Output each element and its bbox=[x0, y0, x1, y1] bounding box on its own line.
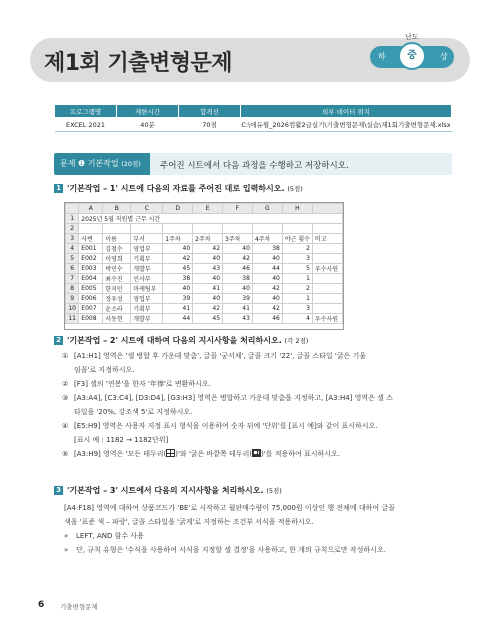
q2-item bbox=[62, 391, 454, 405]
thick-outside-border-icon bbox=[252, 449, 261, 457]
sheet-cell: 40 bbox=[193, 274, 223, 284]
sheet-cell bbox=[312, 224, 342, 234]
sheet-row bbox=[66, 274, 343, 284]
q3-points: (5점) bbox=[266, 487, 282, 495]
spreadsheet-image bbox=[64, 202, 344, 330]
q3-bullet-marker: » bbox=[64, 532, 69, 540]
sheet-cell: 42 bbox=[163, 254, 193, 264]
sheet-cell: 인사부 bbox=[131, 274, 163, 284]
sheet-column-header: F bbox=[223, 204, 253, 214]
q3-bullet-text: LEFT, AND 함수 사용 bbox=[76, 532, 144, 540]
sheet-cell: 42 bbox=[252, 304, 282, 314]
sheet-cell: E003 bbox=[79, 264, 103, 274]
info-header-location: 외부 데이터 위치 bbox=[241, 105, 452, 118]
sheet-cell: 야근 횟수 bbox=[282, 234, 312, 244]
sheet-row bbox=[66, 234, 343, 244]
sheet-cell: 40 bbox=[193, 254, 223, 264]
q2-item-text: [F3] 셀의 '연봉'을 한자 '年俸'로 변환하시오. bbox=[74, 380, 211, 388]
sheet-cell: 1주차 bbox=[163, 234, 193, 244]
sheet-cell: 우수사원 bbox=[312, 314, 342, 324]
q2-item-text: [A3:A4], [C3:C4], [D3:D4], [G3:H3] 영역은 병합하고 가운데 맞춤을 지정하고, [A3:H4] 영역은 셀 스 bbox=[74, 394, 393, 402]
q2-item bbox=[62, 377, 454, 391]
sheet-cell bbox=[312, 284, 342, 294]
sheet-cell: 김철수 bbox=[103, 244, 131, 254]
sheet-row bbox=[66, 214, 343, 224]
sheet-row-header: 2 bbox=[66, 224, 79, 234]
sheet-cell: 41 bbox=[223, 304, 253, 314]
sheet-cell: 40 bbox=[223, 244, 253, 254]
sheet-cell: 이영희 bbox=[103, 254, 131, 264]
footer-label: 기출변형문제 bbox=[60, 603, 98, 611]
sheet-cell: 3 bbox=[282, 254, 312, 264]
q2-list bbox=[62, 349, 454, 461]
sheet-cell: 2 bbox=[282, 284, 312, 294]
sheet-cell: 39 bbox=[163, 294, 193, 304]
sheet-row-header: 3 bbox=[66, 234, 79, 244]
info-pass: 70점 bbox=[179, 118, 241, 132]
sheet-cell: 42 bbox=[252, 284, 282, 294]
sheet-column-header: A bbox=[79, 204, 103, 214]
sheet-cell: E004 bbox=[79, 274, 103, 284]
q2-item-text: [A1:H1] 영역은 '셀 병합 후 가운데 맞춤', 글꼴 '궁서체', 글꼴 크기 '22', 글꼴 스타일 '굵은 기울 bbox=[74, 352, 367, 360]
sheet-cell: 38 bbox=[223, 274, 253, 284]
sheet-row-header: 7 bbox=[66, 274, 79, 284]
q3-bullet bbox=[64, 529, 456, 543]
sheet-row bbox=[66, 264, 343, 274]
sheet-cell: 사번 bbox=[79, 234, 103, 244]
sheet-cell: 44 bbox=[163, 314, 193, 324]
sheet-row-header: 8 bbox=[66, 284, 79, 294]
sheet-cell: 박민수 bbox=[103, 264, 131, 274]
q2-item-text-part: )'를 적용하여 표시하시오. bbox=[261, 450, 341, 458]
sheet-cell: E002 bbox=[79, 254, 103, 264]
sheet-cell: 한지민 bbox=[103, 284, 131, 294]
sheet-cell: 3 bbox=[282, 304, 312, 314]
section-badge-pts: (20점) bbox=[121, 160, 141, 168]
sheet-cell: 46 bbox=[223, 264, 253, 274]
sheet-cell: 윤소라 bbox=[103, 304, 131, 314]
sheet-cell: E007 bbox=[79, 304, 103, 314]
sheet-cell: 40 bbox=[252, 294, 282, 304]
q1-text bbox=[67, 183, 303, 194]
sheet-cell: 우수사원 bbox=[312, 264, 342, 274]
sheet-cell: 42 bbox=[193, 244, 223, 254]
q2-item bbox=[62, 447, 454, 461]
q2-item bbox=[62, 419, 454, 433]
sheet-cell: 기획부 bbox=[131, 304, 163, 314]
info-time: 40분 bbox=[117, 118, 179, 132]
sheet-cell: 45 bbox=[163, 264, 193, 274]
sheet-column-header: D bbox=[163, 204, 193, 214]
sheet-cell: 38 bbox=[252, 244, 282, 254]
q2-points: (각 2점) bbox=[284, 337, 309, 345]
q2-number: 2 bbox=[54, 336, 63, 345]
sheet-cell bbox=[163, 224, 193, 234]
page-number: 6 bbox=[38, 600, 45, 610]
sheet-cell: 42 bbox=[223, 254, 253, 264]
sheet-row-header: 4 bbox=[66, 244, 79, 254]
q2-instruction: '기본작업 – 2' 시트에 대하여 다음의 지시사항을 처리하시오. bbox=[67, 336, 282, 345]
sheet-cell: 최수진 bbox=[103, 274, 131, 284]
info-header-pass: 합격선 bbox=[179, 105, 241, 118]
sheet-cell: 4주차 bbox=[252, 234, 282, 244]
sheet-cell: 4 bbox=[282, 314, 312, 324]
difficulty-selected: 중 bbox=[398, 42, 426, 70]
sheet-column-header: B bbox=[103, 204, 131, 214]
sheet-column-header bbox=[66, 204, 79, 214]
sheet-cell: 43 bbox=[193, 264, 223, 274]
sheet-cell bbox=[193, 224, 223, 234]
difficulty-high: 상 bbox=[440, 52, 448, 61]
q3-text bbox=[67, 485, 282, 496]
q2-item bbox=[62, 349, 454, 363]
info-header-program: 프로그램명 bbox=[55, 105, 117, 118]
q3-bullet-marker: » bbox=[64, 546, 69, 554]
q2-item-text-part: )'와 '굵은 바깥쪽 테두리( bbox=[175, 450, 253, 458]
sheet-column-header: E bbox=[193, 204, 223, 214]
sheet-cell bbox=[312, 304, 342, 314]
sheet-cell: E001 bbox=[79, 244, 103, 254]
sheet-cell: 2 bbox=[282, 244, 312, 254]
q1-instruction: '기본작업 – 1' 시트에 다음의 자료를 주어진 대로 입력하시오. bbox=[67, 184, 285, 193]
q2-item-text-part: [A3:H9] 영역은 '모든 테두리( bbox=[74, 450, 167, 458]
sheet-row-header: 11 bbox=[66, 314, 79, 324]
page-title: 제1회 기출변형문제 bbox=[44, 51, 232, 76]
sheet-row bbox=[66, 294, 343, 304]
q2-item-continuation: [표시 예 : 1182 → 1182단위] bbox=[74, 436, 169, 444]
sheet-cell: 42 bbox=[193, 304, 223, 314]
sheet-cell bbox=[312, 294, 342, 304]
q2-item-marker: ④ bbox=[62, 422, 69, 430]
sheet-cell bbox=[103, 224, 131, 234]
sheet-cell: 1 bbox=[282, 274, 312, 284]
sheet-row bbox=[66, 284, 343, 294]
sheet-cell: 46 bbox=[252, 314, 282, 324]
section-badge-text: 문제 ❶ 기본작업 bbox=[60, 159, 119, 168]
sheet-cell: 40 bbox=[252, 254, 282, 264]
sheet-cell: 43 bbox=[223, 314, 253, 324]
q2-item-continuation: 타일을 '20%, 강조색 5'로 지정하시오. bbox=[74, 408, 193, 416]
sheet-cell: 개발부 bbox=[131, 314, 163, 324]
sheet-cell: 서동현 bbox=[103, 314, 131, 324]
sheet-cell: E006 bbox=[79, 294, 103, 304]
q2-item-text bbox=[74, 447, 340, 461]
q2-item-text: [E5:H9] 영역은 사용자 지정 표시 형식을 이용하여 숫자 뒤에 '단위'를 [표시 예]와 같이 표시하시오. bbox=[74, 422, 378, 430]
sheet-cell: 비고 bbox=[312, 234, 342, 244]
info-program: EXCEL 2021 bbox=[55, 118, 117, 132]
sheet-cell: 39 bbox=[223, 294, 253, 304]
spreadsheet-grid bbox=[65, 203, 343, 324]
sheet-column-header: G bbox=[252, 204, 282, 214]
section-description: 주어진 시트에서 다음 과정을 수행하고 저장하시오. bbox=[160, 161, 349, 171]
exam-info-table bbox=[54, 104, 452, 132]
sheet-cell: 45 bbox=[193, 314, 223, 324]
sheet-column-header: H bbox=[282, 204, 312, 214]
q3-bullet bbox=[64, 543, 456, 557]
sheet-row-header: 5 bbox=[66, 254, 79, 264]
sheet-column-headers bbox=[66, 204, 343, 214]
sheet-cell: 개발부 bbox=[131, 264, 163, 274]
sheet-cell: 5 bbox=[282, 264, 312, 274]
sheet-row-header: 9 bbox=[66, 294, 79, 304]
sheet-cell: 3주차 bbox=[223, 234, 253, 244]
q1-number: 1 bbox=[54, 184, 63, 193]
sheet-row-header: 6 bbox=[66, 264, 79, 274]
q2-item-continuation: 임꼴'로 지정하시오. bbox=[74, 366, 135, 374]
q2-item-marker: ② bbox=[62, 380, 69, 388]
q2-text bbox=[67, 335, 308, 346]
sheet-cell bbox=[223, 224, 253, 234]
sheet-row bbox=[66, 244, 343, 254]
sheet-cell: 40 bbox=[163, 284, 193, 294]
sheet-cell bbox=[312, 244, 342, 254]
sheet-cell: 44 bbox=[252, 264, 282, 274]
sheet-cell: 40 bbox=[163, 244, 193, 254]
sheet-cell: 41 bbox=[163, 304, 193, 314]
q3-bullet-text: 단, 규칙 유형은 '수식을 사용하여 서식을 지정할 셀 결정'을 사용하고, 한 개의 규칙으로만 작성하시오. bbox=[76, 546, 386, 554]
q2-item-marker: ③ bbox=[62, 394, 69, 402]
sheet-column-header bbox=[312, 204, 342, 214]
sheet-column-header: C bbox=[131, 204, 163, 214]
sheet-cell: 40 bbox=[252, 274, 282, 284]
sheet-cell bbox=[312, 274, 342, 284]
info-location: C:\에듀윌_2026컴활2급실기\기출변형문제\실습\제1회기출변형문제.xlsx bbox=[241, 118, 452, 132]
sheet-row bbox=[66, 224, 343, 234]
sheet-cell bbox=[79, 224, 103, 234]
sheet-cell: E005 bbox=[79, 284, 103, 294]
sheet-cell: E008 bbox=[79, 314, 103, 324]
sheet-cell: 1 bbox=[282, 294, 312, 304]
q2-item-marker: ⑤ bbox=[62, 450, 69, 458]
sheet-cell: 38 bbox=[163, 274, 193, 284]
section-badge bbox=[54, 153, 150, 175]
q2-item-marker: ① bbox=[62, 352, 69, 360]
sheet-cell: 마케팅부 bbox=[131, 284, 163, 294]
sheet-cell: 영업부 bbox=[131, 244, 163, 254]
q3-instruction: '기본작업 – 3' 시트에서 다음의 지시사항을 처리하시오. bbox=[67, 486, 264, 495]
difficulty-indicator bbox=[362, 30, 468, 86]
sheet-row bbox=[66, 314, 343, 324]
sheet-row-header: 10 bbox=[66, 304, 79, 314]
sheet-cell: 40 bbox=[193, 294, 223, 304]
sheet-cell bbox=[312, 254, 342, 264]
sheet-cell: 영업부 bbox=[131, 294, 163, 304]
sheet-title-cell: 2025년 5월 직원별 근무 시간 bbox=[79, 214, 343, 224]
sheet-cell: 정우성 bbox=[103, 294, 131, 304]
sheet-row bbox=[66, 304, 343, 314]
sheet-row-header: 1 bbox=[66, 214, 79, 224]
sheet-cell: 41 bbox=[193, 284, 223, 294]
sheet-cell bbox=[282, 224, 312, 234]
sheet-cell: 기획부 bbox=[131, 254, 163, 264]
q1-points: (5점) bbox=[287, 185, 303, 193]
q3-body-line: 색을 '표준 색 – 파랑', 글꼴 스타일을 '굵게'로 지정하는 조건부 서식을 적용하시오. bbox=[64, 518, 314, 526]
sheet-cell: 2주차 bbox=[193, 234, 223, 244]
sheet-cell: 이름 bbox=[103, 234, 131, 244]
difficulty-low: 하 bbox=[378, 52, 386, 61]
sheet-cell bbox=[131, 224, 163, 234]
sheet-cell bbox=[252, 224, 282, 234]
sheet-row bbox=[66, 254, 343, 264]
q3-body-line: [A4:F18] 영역에 대하여 상품코드가 'BE'로 시작하고 월판매수량이 75,000원 이상인 행 전체에 대하여 글꼴 bbox=[64, 504, 395, 512]
sheet-cell: 부서 bbox=[131, 234, 163, 244]
q3-number: 3 bbox=[54, 486, 63, 495]
sheet-cell: 40 bbox=[223, 284, 253, 294]
all-borders-icon bbox=[166, 449, 175, 457]
q3-body bbox=[64, 501, 456, 557]
info-header-time: 제한시간 bbox=[117, 105, 179, 118]
difficulty-label: 난도 bbox=[405, 33, 419, 41]
